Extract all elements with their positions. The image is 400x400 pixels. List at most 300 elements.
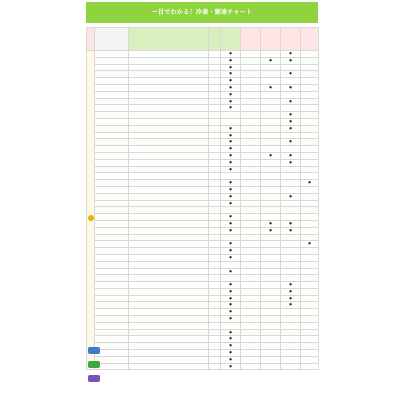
- mark-cell: [261, 180, 281, 187]
- food-description: [129, 98, 209, 105]
- mark-cell: [261, 329, 281, 336]
- mark-cell: [281, 336, 301, 343]
- food-description: [129, 51, 209, 58]
- mark-cell: [241, 146, 261, 153]
- food-description: [129, 275, 209, 282]
- mark-cell: ●: [221, 132, 241, 139]
- mark-cell: [281, 91, 301, 98]
- mark-cell: [209, 118, 221, 125]
- mark-cell: [241, 234, 261, 241]
- table-row: [87, 295, 319, 302]
- table-row: [87, 64, 319, 71]
- mark-cell: ●: [281, 112, 301, 119]
- food-description: [129, 322, 209, 329]
- mark-cell: [241, 322, 261, 329]
- mark-cell: [301, 261, 319, 268]
- mark-cell: [301, 98, 319, 105]
- food-name: [95, 105, 129, 112]
- mark-cell: [209, 241, 221, 248]
- table-row: [87, 112, 319, 119]
- mark-cell: [301, 336, 319, 343]
- mark-cell: ●: [221, 159, 241, 166]
- mark-cell: [261, 302, 281, 309]
- mark-cell: [209, 282, 221, 289]
- mark-cell: [209, 316, 221, 323]
- mark-cell: [241, 220, 261, 227]
- mark-cell: [241, 214, 261, 221]
- mark-cell: [301, 234, 319, 241]
- food-description: [129, 125, 209, 132]
- mark-cell: [241, 316, 261, 323]
- mark-cell: [281, 105, 301, 112]
- mark-cell: [209, 193, 221, 200]
- mark-cell: [209, 139, 221, 146]
- mark-cell: [209, 254, 221, 261]
- mark-cell: ●: [221, 84, 241, 91]
- mark-cell: [209, 132, 221, 139]
- food-name: [95, 84, 129, 91]
- mark-cell: [301, 51, 319, 58]
- mark-cell: [241, 180, 261, 187]
- mark-cell: [241, 329, 261, 336]
- food-name: [95, 329, 129, 336]
- mark-cell: [261, 309, 281, 316]
- mark-cell: [241, 78, 261, 85]
- mark-cell: [241, 91, 261, 98]
- mark-cell: ●: [281, 139, 301, 146]
- table-body: [87, 51, 319, 370]
- mark-cell: ●: [281, 295, 301, 302]
- category-side-cell: [87, 51, 95, 370]
- mark-cell: [209, 159, 221, 166]
- mark-cell: [281, 254, 301, 261]
- food-description: [129, 336, 209, 343]
- mark-cell: [221, 173, 241, 180]
- mark-cell: [241, 336, 261, 343]
- table-row: [87, 125, 319, 132]
- table-row: [87, 51, 319, 58]
- food-description: [129, 139, 209, 146]
- legend-item: [88, 360, 316, 370]
- mark-cell: ●: [221, 71, 241, 78]
- mark-cell: ●: [221, 51, 241, 58]
- food-name: [95, 166, 129, 173]
- mark-cell: [209, 71, 221, 78]
- mark-cell: ●: [221, 363, 241, 370]
- mark-cell: [281, 234, 301, 241]
- table-row: [87, 322, 319, 329]
- mark-cell: [301, 288, 319, 295]
- mark-cell: [261, 282, 281, 289]
- mark-cell: [301, 214, 319, 221]
- mark-cell: [209, 309, 221, 316]
- table-header: [87, 28, 319, 51]
- table-row: [87, 254, 319, 261]
- food-description: [129, 214, 209, 221]
- mark-cell: [261, 295, 281, 302]
- mark-cell: [221, 118, 241, 125]
- mark-cell: [301, 207, 319, 214]
- mark-cell: [261, 98, 281, 105]
- mark-cell: [241, 105, 261, 112]
- mark-cell: ●: [221, 241, 241, 248]
- mark-cell: [209, 234, 221, 241]
- mark-cell: [241, 152, 261, 159]
- food-description: [129, 186, 209, 193]
- mark-cell: ●: [221, 180, 241, 187]
- mark-cell: [301, 220, 319, 227]
- mark-cell: [301, 125, 319, 132]
- mark-cell: ●: [221, 329, 241, 336]
- mark-cell: [241, 159, 261, 166]
- food-name: [95, 118, 129, 125]
- mark-cell: [281, 316, 301, 323]
- food-name: [95, 91, 129, 98]
- mark-cell: [241, 193, 261, 200]
- mark-cell: ●: [221, 214, 241, 221]
- food-description: [129, 261, 209, 268]
- mark-cell: [301, 105, 319, 112]
- mark-cell: [261, 234, 281, 241]
- mark-cell: [209, 180, 221, 187]
- mark-cell: [261, 288, 281, 295]
- green-bag-icon: [88, 361, 100, 368]
- mark-cell: [261, 51, 281, 58]
- mark-cell: [261, 316, 281, 323]
- food-name: [95, 152, 129, 159]
- table-row: [87, 84, 319, 91]
- mark-cell: [241, 309, 261, 316]
- mark-cell: [261, 132, 281, 139]
- mark-cell: [241, 166, 261, 173]
- mark-cell: [281, 200, 301, 207]
- mark-cell: [209, 220, 221, 227]
- food-description: [129, 207, 209, 214]
- mark-cell: [209, 98, 221, 105]
- table-row: [87, 275, 319, 282]
- mark-cell: [209, 84, 221, 91]
- food-description: [129, 78, 209, 85]
- mark-cell: [261, 241, 281, 248]
- food-description: [129, 227, 209, 234]
- food-name: [95, 98, 129, 105]
- mark-cell: [281, 261, 301, 268]
- table-row: [87, 98, 319, 105]
- mark-cell: [209, 207, 221, 214]
- food-name: [95, 295, 129, 302]
- mark-cell: [241, 207, 261, 214]
- table-row: [87, 118, 319, 125]
- mark-cell: ●: [261, 227, 281, 234]
- table-row: [87, 234, 319, 241]
- food-name: [95, 207, 129, 214]
- mark-cell: [301, 322, 319, 329]
- mark-cell: [281, 132, 301, 139]
- mark-cell: [209, 166, 221, 173]
- mark-cell: [209, 329, 221, 336]
- food-name: [95, 159, 129, 166]
- mark-cell: [261, 268, 281, 275]
- food-description: [129, 316, 209, 323]
- mark-cell: [221, 112, 241, 119]
- mark-cell: [241, 200, 261, 207]
- mark-cell: ●: [281, 118, 301, 125]
- mark-cell: [301, 118, 319, 125]
- mark-cell: [261, 71, 281, 78]
- food-description: [129, 200, 209, 207]
- food-name: [95, 51, 129, 58]
- header-col-3: [241, 28, 261, 51]
- mark-cell: ●: [261, 84, 281, 91]
- mark-cell: [301, 275, 319, 282]
- mark-cell: [241, 125, 261, 132]
- table-row: [87, 207, 319, 214]
- mark-cell: ●: [261, 152, 281, 159]
- mark-cell: [241, 302, 261, 309]
- food-name: [95, 180, 129, 187]
- food-name: [95, 220, 129, 227]
- food-description: [129, 282, 209, 289]
- mark-cell: ●: [281, 220, 301, 227]
- mark-cell: [209, 268, 221, 275]
- mark-cell: [301, 146, 319, 153]
- food-name: [95, 302, 129, 309]
- header-col-1: [209, 28, 221, 51]
- mark-cell: [261, 248, 281, 255]
- mark-cell: [301, 186, 319, 193]
- table-row: [87, 261, 319, 268]
- mark-cell: ●: [281, 288, 301, 295]
- legend-item: [88, 346, 316, 356]
- mark-cell: [301, 84, 319, 91]
- mark-cell: ●: [221, 166, 241, 173]
- food-description: [129, 159, 209, 166]
- mark-cell: [241, 112, 261, 119]
- mark-cell: [241, 173, 261, 180]
- mark-cell: [241, 248, 261, 255]
- food-description: [129, 166, 209, 173]
- mark-cell: [241, 268, 261, 275]
- food-description: [129, 234, 209, 241]
- mark-cell: [209, 261, 221, 268]
- purple-bag-icon: [88, 375, 100, 382]
- food-description: [129, 309, 209, 316]
- mark-cell: [301, 302, 319, 309]
- category-icon: [88, 215, 94, 221]
- mark-cell: [209, 227, 221, 234]
- food-name: [95, 64, 129, 71]
- mark-cell: [301, 193, 319, 200]
- mark-cell: ●: [221, 186, 241, 193]
- mark-cell: [261, 125, 281, 132]
- mark-cell: ●: [221, 343, 241, 350]
- mark-cell: [241, 57, 261, 64]
- legend-item: [88, 374, 316, 384]
- mark-cell: [241, 118, 261, 125]
- food-name: [95, 71, 129, 78]
- mark-cell: ●: [221, 125, 241, 132]
- food-name: [95, 214, 129, 221]
- table-row: [87, 227, 319, 234]
- mark-cell: [241, 84, 261, 91]
- mark-cell: [241, 139, 261, 146]
- mark-cell: ●: [221, 78, 241, 85]
- header-col-6: [301, 28, 319, 51]
- mark-cell: [241, 51, 261, 58]
- mark-cell: [281, 275, 301, 282]
- mark-cell: [261, 139, 281, 146]
- food-name: [95, 282, 129, 289]
- mark-cell: [281, 180, 301, 187]
- mark-cell: [281, 186, 301, 193]
- food-name: [95, 112, 129, 119]
- mark-cell: ●: [261, 57, 281, 64]
- mark-cell: ●: [281, 302, 301, 309]
- mark-cell: [209, 214, 221, 221]
- mark-cell: ●: [221, 316, 241, 323]
- mark-cell: [301, 71, 319, 78]
- mark-cell: [261, 336, 281, 343]
- mark-cell: ●: [221, 350, 241, 357]
- mark-cell: ●: [281, 227, 301, 234]
- mark-cell: [281, 309, 301, 316]
- mark-cell: [241, 254, 261, 261]
- table-row: [87, 139, 319, 146]
- table-row: [87, 105, 319, 112]
- food-name: [95, 268, 129, 275]
- mark-cell: ●: [221, 288, 241, 295]
- table-row: [87, 193, 319, 200]
- food-description: [129, 220, 209, 227]
- mark-cell: [221, 322, 241, 329]
- mark-cell: ●: [221, 254, 241, 261]
- table-row: [87, 248, 319, 255]
- mark-cell: [241, 275, 261, 282]
- mark-cell: [281, 248, 301, 255]
- food-name: [95, 261, 129, 268]
- mark-cell: ●: [221, 268, 241, 275]
- mark-cell: [301, 316, 319, 323]
- mark-cell: [301, 309, 319, 316]
- mark-cell: ●: [221, 227, 241, 234]
- mark-cell: ●: [221, 193, 241, 200]
- mark-cell: ●: [281, 193, 301, 200]
- mark-cell: [301, 57, 319, 64]
- mark-cell: [301, 173, 319, 180]
- mark-cell: [241, 64, 261, 71]
- mark-cell: [261, 214, 281, 221]
- table-row: [87, 241, 319, 248]
- mark-cell: [301, 139, 319, 146]
- mark-cell: ●: [221, 200, 241, 207]
- mark-cell: [281, 78, 301, 85]
- food-description: [129, 241, 209, 248]
- mark-cell: ●: [281, 125, 301, 132]
- food-description: [129, 268, 209, 275]
- mark-cell: ●: [221, 220, 241, 227]
- mark-cell: [281, 166, 301, 173]
- chart-page: [86, 2, 318, 398]
- mark-cell: [209, 322, 221, 329]
- mark-cell: ●: [281, 84, 301, 91]
- food-description: [129, 132, 209, 139]
- food-name: [95, 139, 129, 146]
- food-name: [95, 78, 129, 85]
- mark-cell: [261, 118, 281, 125]
- header-name: [95, 28, 129, 51]
- food-name: [95, 132, 129, 139]
- mark-cell: ●: [281, 152, 301, 159]
- mark-cell: [209, 200, 221, 207]
- table-row: [87, 91, 319, 98]
- header-desc: [129, 28, 209, 51]
- mark-cell: [221, 207, 241, 214]
- mark-cell: [209, 146, 221, 153]
- mark-cell: [209, 57, 221, 64]
- food-description: [129, 254, 209, 261]
- mark-cell: ●: [281, 57, 301, 64]
- mark-cell: ●: [221, 98, 241, 105]
- mark-cell: [301, 295, 319, 302]
- mark-cell: ●: [221, 302, 241, 309]
- mark-cell: ●: [301, 241, 319, 248]
- mark-cell: ●: [221, 282, 241, 289]
- mark-cell: [301, 91, 319, 98]
- mark-cell: [301, 112, 319, 119]
- mark-cell: [241, 71, 261, 78]
- mark-cell: [281, 173, 301, 180]
- food-description: [129, 64, 209, 71]
- food-name: [95, 57, 129, 64]
- food-description: [129, 180, 209, 187]
- mark-cell: [241, 241, 261, 248]
- mark-cell: [281, 329, 301, 336]
- mark-cell: [241, 186, 261, 193]
- table-row: [87, 282, 319, 289]
- mark-cell: [209, 173, 221, 180]
- table-row: [87, 214, 319, 221]
- mark-cell: ●: [221, 57, 241, 64]
- mark-cell: [209, 51, 221, 58]
- mark-cell: ●: [281, 98, 301, 105]
- food-name: [95, 186, 129, 193]
- mark-cell: [261, 78, 281, 85]
- table-row: [87, 180, 319, 187]
- mark-cell: ●: [301, 180, 319, 187]
- mark-cell: [261, 193, 281, 200]
- food-name: [95, 227, 129, 234]
- mark-cell: ●: [221, 91, 241, 98]
- table-row: [87, 146, 319, 153]
- mark-cell: [261, 64, 281, 71]
- mark-cell: [209, 91, 221, 98]
- mark-cell: ●: [221, 64, 241, 71]
- table-row: [87, 309, 319, 316]
- mark-cell: [301, 254, 319, 261]
- mark-cell: ●: [281, 71, 301, 78]
- mark-cell: [281, 241, 301, 248]
- table-row: [87, 268, 319, 275]
- mark-cell: [241, 261, 261, 268]
- mark-cell: ●: [281, 51, 301, 58]
- table-row: [87, 152, 319, 159]
- table-row: [87, 159, 319, 166]
- mark-cell: [301, 166, 319, 173]
- mark-cell: [221, 261, 241, 268]
- mark-cell: [261, 166, 281, 173]
- food-name: [95, 336, 129, 343]
- mark-cell: [261, 275, 281, 282]
